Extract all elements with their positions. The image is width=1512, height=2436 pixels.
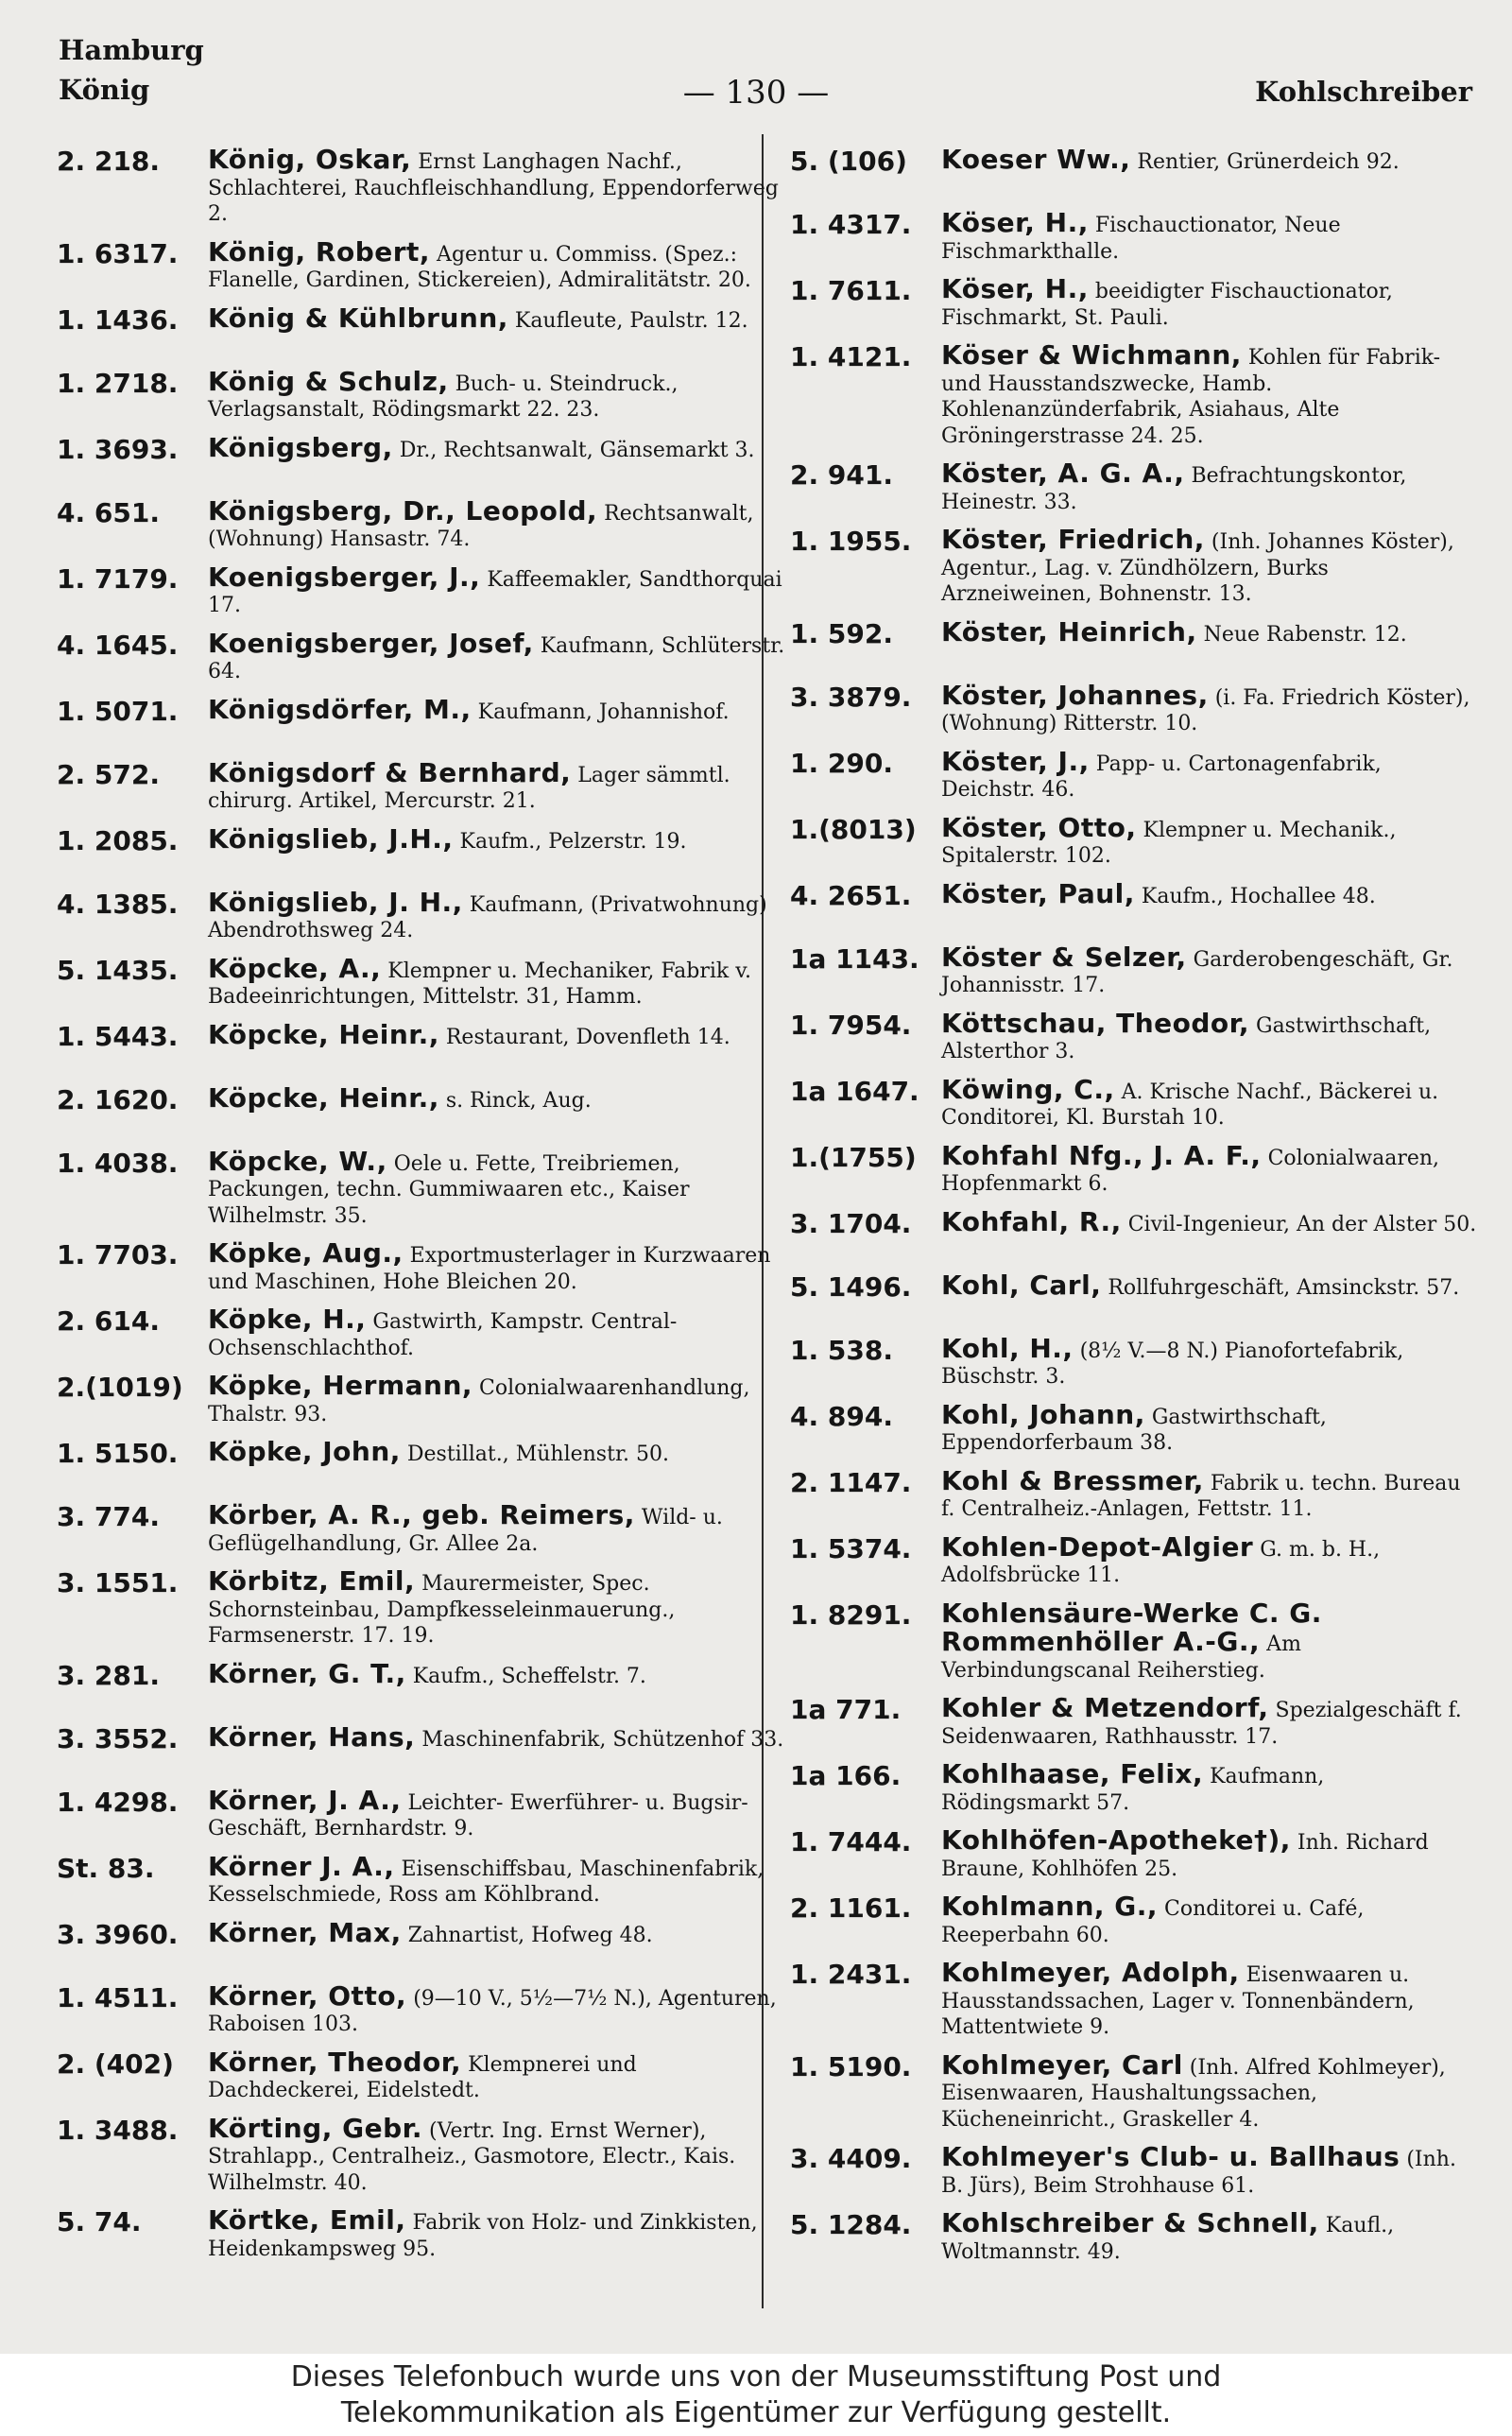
directory-entry [790, 1007, 1478, 1065]
phone-number: 1. 7703. [57, 1239, 179, 1270]
subscriber-name: König, Robert, [208, 235, 431, 268]
phone-number: 1. 4038. [57, 1147, 179, 1179]
subscriber-name: Körting, Gebr. [208, 2112, 423, 2144]
subscriber-details: Colonialwaarenhandlung, Thalstr. 93. [208, 1376, 750, 1426]
phone-number: 2. 218. [57, 146, 160, 177]
subscriber-details: Kaufm., Scheffelstr. 7. [405, 1664, 646, 1688]
phone-number: 2. 941. [790, 459, 893, 491]
city-label: Hamburg [59, 34, 204, 66]
subscriber-details: Befrachtungskontor, Heinestr. 33. [941, 464, 1407, 514]
phone-number: 2. 1161. [790, 1892, 912, 1924]
subscriber-details: Rollfuhrgeschäft, Amsinckstr. 57. [1101, 1275, 1460, 1300]
phone-number: 1. 1955. [790, 526, 912, 557]
subscriber-details: Kaufm., Pelzerstr. 19. [453, 829, 687, 854]
subscriber-details: (i. Fa. Friedrich Köster), (Wohnung) Ritterstr. 10. [941, 685, 1470, 735]
phone-number: 1. 2431. [790, 1959, 912, 1990]
subscriber-details: beeidigter Fischauctionator, Fischmarkt, St. Pauli. [941, 280, 1393, 330]
directory-entry [790, 339, 1478, 449]
phone-number: 4. 1645. [57, 629, 179, 661]
subscriber-name: König, Oskar, [208, 144, 412, 175]
directory-entry [790, 1957, 1478, 2041]
subscriber-name: Kohl, Carl, [941, 1269, 1102, 1301]
subscriber-name: König & Schulz, [208, 365, 449, 397]
directory-entry [57, 1657, 786, 1713]
directory-entry [790, 1269, 1478, 1324]
phone-number: 4. 651. [57, 496, 160, 528]
subscriber-details: Kaufm., Hochallee 48. [1134, 884, 1376, 908]
subscriber-name: Köttschau, Theodor, [941, 1007, 1249, 1039]
directory-entry [57, 1081, 786, 1137]
directory-entry [57, 1436, 786, 1491]
phone-number: 5. 74. [57, 2206, 142, 2237]
subscriber-details: Maurermeister, Spec. Schornsteinbau, Dampfkesseleinmauerung., Farmsenerstr. 17. 19. [208, 1572, 676, 1648]
footer-line-2: Telekommunikation als Eigentümer zur Verfügung gestellt. [340, 2396, 1172, 2429]
subscriber-details: (Inh. Johannes Köster), Agentur., Lag. v. Zündhölzern, Burks Arzneiweinen, Bohnenstr. 13. [941, 530, 1454, 606]
directory-entry [57, 431, 786, 487]
phone-number: 1. 4317. [790, 209, 912, 240]
subscriber-details: A. Krische Nachf., Bäckerei u. Conditorei, Kl. Burstah 10. [941, 1080, 1439, 1130]
subscriber-name: Kohl & Bressmer, [941, 1464, 1204, 1496]
subscriber-details: Eisenschiffsbau, Maschinenfabrik, Kesselschmiede, Ross am Köhlbrand. [208, 1857, 765, 1907]
directory-entry [57, 1784, 786, 1842]
directory-entry [57, 1237, 786, 1295]
subscriber-details: Kohlen für Fabrik- und Hausstandszwecke, Hamb. Kohlenanzünderfabrik, Asiahaus, Alte Gröningerstrasse 24. 25. [941, 346, 1441, 448]
phone-number: 1a 1143. [790, 942, 919, 975]
subscriber-name: Körner J. A., [208, 1850, 395, 1882]
subscriber-name: Köster, Otto, [941, 811, 1137, 843]
phone-number: 3. 3552. [57, 1722, 179, 1754]
subscriber-name: Körner, Max, [208, 1916, 402, 1948]
phone-number: 1a 1647. [790, 1075, 919, 1107]
subscriber-name: Köpke, H., [208, 1304, 367, 1335]
subscriber-details: Buch- u. Steindruck., Verlagsanstalt, Rödingsmarkt 22. 23. [208, 371, 679, 422]
footer-notice [0, 2354, 1512, 2436]
directory-entry [57, 1565, 786, 1650]
subscriber-details: Leichter- Ewerführer- u. Bugsir-Geschäft, Bernhardstr. 9. [208, 1790, 748, 1840]
subscriber-details: Inh. Richard Braune, Kohlhöfen 25. [941, 1831, 1429, 1881]
phone-number: 1.(1755) [790, 1141, 917, 1173]
subscriber-details: Klempner u. Mechanik., Spitalerstr. 102. [941, 818, 1397, 868]
range-end-label: Kohlschreiber [1255, 76, 1472, 108]
phone-number: 4. 2651. [790, 879, 912, 911]
subscriber-details: Gastwirthschaft, Alsterthor 3. [941, 1013, 1432, 1063]
directory-entry [57, 886, 786, 944]
directory-entry [790, 1692, 1478, 1750]
subscriber-name: Körner, Otto, [208, 1979, 407, 2012]
phone-number: 1.(8013) [790, 813, 917, 845]
subscriber-details: Neue Rabenstr. 12. [1196, 622, 1407, 647]
directory-entry [790, 2141, 1478, 2199]
subscriber-details: Ernst Langhagen Nachf., Schlachterei, Rauchfleischhandlung, Eppendorferweg 2. [208, 150, 779, 226]
directory-entry [57, 693, 786, 749]
subscriber-name: Körber, A. R., geb. Reimers, [208, 1499, 635, 1530]
directory-entry [790, 941, 1478, 999]
subscriber-details: Fabrik von Holz- und Zinkkisten, Heidenkampsweg 95. [208, 2211, 758, 2261]
subscriber-name: Köster, Friedrich, [941, 524, 1205, 555]
subscriber-details: Garderobengeschäft, Gr. Johannisstr. 17. [941, 947, 1453, 997]
phone-number: 1. 592. [790, 617, 893, 649]
phone-number: 1. 3693. [57, 433, 179, 465]
directory-entry [57, 2112, 786, 2197]
phone-number: 1a 166. [790, 1760, 902, 1791]
subscriber-details: s. Rinck, Aug. [438, 1088, 592, 1113]
right-column [790, 144, 1478, 2276]
subscriber-name: Kohlhöfen-Apotheke†), [941, 1824, 1291, 1856]
subscriber-name: Kohlmeyer, Carl [941, 2048, 1183, 2081]
directory-entry [57, 235, 786, 294]
subscriber-name: Körner, Theodor, [208, 2046, 462, 2078]
subscriber-details: Maschinenfabrik, Schützenhof 33. [415, 1727, 784, 1752]
subscriber-name: König & Kühlbrunn, [208, 302, 508, 334]
directory-entry [57, 2046, 786, 2104]
subscriber-details: Lager sämmtl. chirurg. Artikel, Mercurstr. 21. [208, 763, 730, 813]
phone-number: 3. 4409. [790, 2143, 912, 2174]
footer-line-1: Dieses Telefonbuch wurde uns von der Museumsstiftung Post und [290, 2360, 1222, 2393]
phone-number: 1. 4121. [790, 341, 912, 372]
phone-number: 5. 1284. [790, 2209, 912, 2240]
directory-entry [57, 1979, 786, 2038]
subscriber-name: Königsdörfer, M., [208, 693, 472, 725]
phone-number: 1. 5071. [57, 695, 179, 727]
subscriber-details: Klempnerei und Dachdeckerei, Eidelstedt. [208, 2052, 637, 2102]
phone-number: 5. (106) [790, 146, 907, 177]
directory-entry [790, 1073, 1478, 1132]
subscriber-details: Rechtsanwalt, (Wohnung) Hansastr. 74. [208, 501, 754, 551]
subscriber-details: Kaufmann, Schlüterstr. 64. [208, 633, 785, 683]
directory-entry [790, 615, 1478, 671]
subscriber-name: Kohlmeyer, Adolph, [941, 1957, 1240, 1988]
subscriber-name: Kohfahl, R., [941, 1205, 1122, 1237]
phone-number: 1. 7954. [790, 1009, 912, 1041]
directory-entry [57, 1370, 786, 1427]
directory-entry [57, 1145, 786, 1230]
subscriber-details: Restaurant, Dovenfleth 14. [438, 1025, 730, 1049]
directory-entry [790, 1205, 1478, 1261]
subscriber-details: Zahnartist, Hofweg 48. [401, 1923, 653, 1947]
subscriber-name: Köpcke, Heinr., [208, 1018, 439, 1050]
subscriber-name: Kohler & Metzendorf, [941, 1692, 1269, 1723]
subscriber-details: Colonialwaaren, Hopfenmarkt 6. [941, 1146, 1440, 1196]
directory-entry [57, 1720, 786, 1776]
subscriber-details: Oele u. Fette, Treibriemen, Packungen, techn. Gummiwaaren etc., Kaiser Wilhelmstr. 35. [208, 1151, 690, 1228]
phone-number: St. 83. [57, 1852, 155, 1884]
directory-entry [57, 627, 786, 685]
phone-number: 1. 4298. [57, 1786, 179, 1818]
phone-number: 4. 894. [790, 1400, 893, 1432]
subscriber-details: Civil-Ingenieur, An der Alster 50. [1121, 1212, 1477, 1236]
subscriber-details: (8½ V.—8 N.) Pianofortefabrik, Büschstr. 3. [941, 1339, 1404, 1389]
phone-number: 1. 290. [790, 747, 893, 779]
phone-number: 1. 6317. [57, 237, 179, 269]
subscriber-name: Koenigsberger, J., [208, 561, 481, 593]
subscriber-name: Köster & Selzer, [941, 941, 1187, 973]
subscriber-name: Körtke, Emil, [208, 2204, 406, 2236]
subscriber-name: Körner, G. T., [208, 1657, 406, 1689]
phone-number: 5. 1435. [57, 954, 179, 986]
phone-number: 1. 7179. [57, 562, 179, 595]
phone-number: 3. 1551. [57, 1567, 179, 1598]
phone-number: 5. 1496. [790, 1270, 912, 1303]
directory-entry [790, 273, 1478, 331]
subscriber-details: Exportmusterlager in Kurzwaaren und Maschinen, Hohe Bleichen 20. [208, 1244, 771, 1294]
directory-entry [57, 2204, 786, 2262]
subscriber-name: Körbitz, Emil, [208, 1565, 416, 1597]
subscriber-name: Kohl, Johann, [941, 1398, 1145, 1430]
subscriber-details: Gastwirth, Kampstr. Central-Ochsenschlachthof. [208, 1310, 678, 1360]
phone-number: 1. 5150. [57, 1438, 179, 1469]
directory-entry [790, 745, 1478, 803]
directory-entry [790, 811, 1478, 870]
subscriber-details: Fischauctionator, Neue Fischmarkthalle. [941, 214, 1341, 264]
phone-number: 2.(1019) [57, 1372, 183, 1403]
directory-entry [790, 2048, 1478, 2134]
subscriber-details: Am Verbindungscanal Reiherstieg. [941, 1633, 1301, 1683]
directory-entry [790, 144, 1478, 199]
phone-number: 3. 3879. [790, 681, 912, 713]
phone-number: 3. 1704. [790, 1207, 912, 1239]
directory-entry [790, 2207, 1478, 2265]
directory-entry [790, 679, 1478, 737]
directory-entry [790, 1530, 1478, 1589]
phone-number: 2. (402) [57, 2047, 174, 2080]
phone-number: 3. 281. [57, 1659, 160, 1691]
subscriber-details: Papp- u. Cartonagenfabrik, Deichstr. 46. [941, 752, 1382, 802]
subscriber-name: Köster, Johannes, [941, 679, 1209, 711]
subscriber-name: Königslieb, J. H., [208, 886, 463, 918]
subscriber-details: Conditorei u. Café, Reeperbahn 60. [941, 1897, 1365, 1947]
directory-entry [790, 1398, 1478, 1457]
directory-entry [57, 1018, 786, 1074]
subscriber-details: (9—10 V., 5½—7½ N.), Agenturen, Raboisen 103. [208, 1986, 777, 2036]
subscriber-details: Agentur u. Commiss. (Spez.: Flanelle, Gardinen, Stickereien), Admiralitätstr. 20. [208, 242, 751, 292]
subscriber-details: Klempner u. Mechaniker, Fabrik v. Badeeinrichtungen, Mittelstr. 31, Hamm. [208, 959, 752, 1009]
subscriber-name: Köpcke, Heinr., [208, 1081, 439, 1114]
subscriber-name: Koeser Ww., [941, 144, 1131, 175]
phone-number: 2. 614. [57, 1305, 160, 1337]
subscriber-name: Köwing, C., [941, 1073, 1115, 1105]
subscriber-name: Köster, J., [941, 745, 1090, 777]
directory-entry [790, 1332, 1478, 1391]
phone-number: 1. 5443. [57, 1020, 179, 1052]
directory-entry [57, 822, 786, 878]
subscriber-details: Fabrik u. techn. Bureau f. Centralheiz.-Anlagen, Fettstr. 11. [941, 1471, 1461, 1521]
subscriber-details: Kaufmann, Johannishof. [471, 700, 730, 724]
phone-number: 3. 3960. [57, 1918, 179, 1950]
subscriber-details: Gastwirthschaft, Eppendorferbaum 38. [941, 1405, 1327, 1455]
directory-entry [57, 1916, 786, 1972]
directory-entry [57, 1850, 786, 1909]
subscriber-details: Wild- u. Geflügelhandlung, Gr. Allee 2a. [208, 1506, 723, 1556]
directory-entry [57, 1306, 786, 1361]
left-column [57, 144, 786, 2273]
subscriber-details: Destillat., Mühlenstr. 50. [400, 1443, 670, 1466]
directory-entry [790, 1758, 1478, 1816]
subscriber-name: Koenigsberger, Josef, [208, 627, 534, 659]
directory-entry [790, 1824, 1478, 1882]
subscriber-details: G. m. b. H., Adolfsbrücke 11. [941, 1537, 1381, 1587]
subscriber-name: Kohlmann, G., [941, 1891, 1159, 1922]
subscriber-name: Königslieb, J.H., [208, 822, 454, 855]
subscriber-name: Kohlensäure-Werke C. G. Rommenhöller A.-G., [941, 1597, 1322, 1657]
subscriber-name: Körner, Hans, [208, 1720, 416, 1753]
subscriber-details: Spezialgeschäft f. Seidenwaaren, Rathhausstr. 17. [941, 1699, 1462, 1749]
subscriber-name: Köpke, Aug., [208, 1237, 404, 1269]
subscriber-name: Königsberg, Dr., Leopold, [208, 494, 598, 527]
directory-entry [57, 494, 786, 553]
subscriber-name: Kohlhaase, Felix, [941, 1758, 1204, 1789]
subscriber-name: Köpcke, A., [208, 952, 382, 984]
subscriber-name: Köster, Paul, [941, 877, 1135, 909]
phone-number: 1. 3488. [57, 2114, 179, 2146]
subscriber-details: (Inh. Alfred Kohlmeyer), Eisenwaaren, Haushaltungssachen, Kücheneinricht., Graskeller 4. [941, 2055, 1446, 2132]
directory-entry [57, 1499, 786, 1557]
phone-number: 1. 2085. [57, 824, 179, 856]
subscriber-name: Kohfahl Nfg., J. A. F., [941, 1139, 1262, 1171]
phone-number: 2. 1147. [790, 1466, 912, 1498]
phone-number: 1. 538. [790, 1334, 893, 1366]
directory-entry [790, 524, 1478, 608]
subscriber-name: Köpcke, W., [208, 1145, 387, 1177]
subscriber-details: (Vertr. Ing. Ernst Werner), Strahlapp., Centralheiz., Gasmotore, Electr., Kais. Wilhelmstr. 40. [208, 2118, 736, 2195]
directory-entry [57, 144, 786, 228]
phone-number: 1a 771. [790, 1694, 902, 1725]
subscriber-name: Königsberg, [208, 431, 393, 463]
directory-entry [790, 877, 1478, 933]
phone-number: 1. 7611. [790, 275, 912, 306]
phone-number: 4. 1385. [57, 888, 179, 920]
phone-number: 1. 7444. [790, 1826, 912, 1857]
directory-entry [57, 952, 786, 1011]
directory-entry [790, 1597, 1478, 1684]
subscriber-name: Kohlmeyer's Club- u. Ballhaus [941, 2141, 1400, 2172]
subscriber-details: Kaufleute, Paulstr. 12. [507, 308, 748, 333]
section-label: König [59, 74, 150, 106]
directory-entry [57, 365, 786, 423]
phone-number: 1. 2718. [57, 367, 179, 399]
subscriber-details: Eisenwaaren u. Hausstandssachen, Lager v. Tonnenbändern, Mattentwiete 9. [941, 1963, 1415, 2039]
subscriber-name: Köser, H., [941, 207, 1089, 238]
subscriber-name: Köpke, John, [208, 1436, 401, 1467]
directory-entry [790, 1893, 1478, 1948]
directory-entry [790, 460, 1478, 515]
directory-entry [57, 756, 786, 815]
phone-number: 1. 5190. [790, 2050, 912, 2082]
directory-entry [57, 561, 786, 619]
phone-number: 2. 1620. [57, 1083, 179, 1115]
subscriber-details: Kaufmann, (Privatwohnung) Abendrothsweg 24. [208, 892, 767, 942]
subscriber-name: Köster, A. G. A., [941, 458, 1185, 489]
subscriber-name: Köser & Wichmann, [941, 339, 1242, 371]
phone-number: 3. 774. [57, 1501, 160, 1532]
subscriber-name: Kohlen-Depot-Algier [941, 1530, 1254, 1563]
subscriber-name: Körner, J. A., [208, 1784, 402, 1816]
subscriber-details: Kaffeemakler, Sandthorquai 17. [208, 567, 782, 617]
phone-number: 1. 1436. [57, 303, 179, 336]
phone-number: 1. 4511. [57, 1981, 179, 2013]
subscriber-name: Königsdorf & Bernhard, [208, 756, 572, 788]
subscriber-details: (Inh. B. Jürs), Beim Strohhause 61. [941, 2148, 1456, 2198]
subscriber-details: Kaufl., Woltmannstr. 49. [941, 2214, 1395, 2264]
directory-entry [57, 302, 786, 357]
directory-entry [790, 207, 1478, 265]
subscriber-name: Köster, Heinrich, [941, 615, 1197, 648]
phone-number: 2. 572. [57, 758, 160, 790]
subscriber-name: Kohl, H., [941, 1332, 1074, 1364]
phone-number: 1. 5374. [790, 1532, 912, 1564]
subscriber-details: Dr., Rechtsanwalt, Gänsemarkt 3. [392, 438, 755, 462]
directory-entry [790, 1464, 1478, 1523]
phone-number: 1. 8291. [790, 1598, 912, 1631]
subscriber-details: Rentier, Grünerdeich 92. [1130, 150, 1400, 174]
subscriber-name: Köpke, Hermann, [208, 1370, 473, 1401]
subscriber-name: Kohlschreiber & Schnell, [941, 2207, 1319, 2238]
page-number: — 130 — [682, 74, 830, 112]
directory-entry [790, 1139, 1478, 1198]
subscriber-name: Köser, H., [941, 273, 1089, 304]
subscriber-details: Kaufmann, Rödingsmarkt 57. [941, 1765, 1325, 1815]
